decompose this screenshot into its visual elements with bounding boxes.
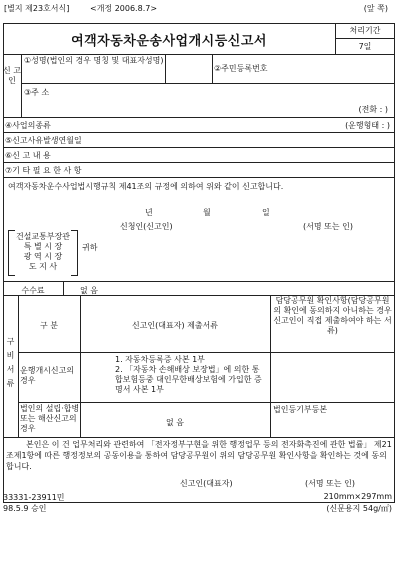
- consent-text: 본인은 이 건 업무처리와 관련하여 「전자정부구현을 위한 행정업무 등의 전자화촉진에 관한 법률」 제21조제1항에 따른 행정정보의 공동이용을 통하여 담당공무원이 위의 담당공무원 확인사항을 확인하는 것에 동의합니다.: [6, 440, 392, 471]
- page-side: (앞 쪽): [363, 4, 388, 13]
- date-month-label: 월: [203, 208, 211, 217]
- fee-value: 없 음: [80, 286, 98, 295]
- row1-category: 운행개시신고의 경우: [20, 366, 75, 385]
- row2-item: 없 음: [166, 418, 184, 427]
- form-number: [별지 제23호서식]: [4, 4, 70, 13]
- consent-signer: 신고인(대표자): [180, 479, 233, 488]
- other-matters-label: ⑦기 타 필 요 한 사 항: [5, 166, 82, 175]
- date-year-label: 년: [145, 208, 153, 217]
- form-code: 33331-23911민: [3, 493, 65, 502]
- recipient-province: 도 지 사: [28, 262, 58, 271]
- revision-note: <개정 2006.8.7>: [90, 4, 158, 13]
- recipient-special-city: 특 별 시 장: [23, 242, 63, 251]
- paper-size: 210mm×297mm: [323, 492, 392, 501]
- reason-date-label: ⑤신고사유발생연월일: [5, 136, 82, 145]
- processing-period-label: 처리기간: [349, 26, 381, 35]
- business-type-label: ④사업의종류: [5, 121, 51, 130]
- row2-verify: 법인등기부등본: [273, 405, 328, 414]
- row2-category: 법인의 설립·합병 또는 해산신고의 경우: [20, 404, 80, 433]
- report-content-label: ⑥신 고 내 용: [5, 151, 51, 160]
- row1-item-1: 1. 자동차등록증 사본 1부: [115, 355, 205, 364]
- recipient-suffix: 귀하: [82, 243, 98, 252]
- recipient-metro-city: 광 역 시 장: [23, 252, 63, 261]
- approval-note: 98.5.9 승인: [3, 504, 47, 513]
- signature-label: (서명 또는 인): [303, 222, 353, 231]
- fee-label: 수수료: [21, 286, 45, 295]
- row1-item-2: 2. 「자동차 손해배상 보장법」에 의한 통합보험등중 대인무한배상보험에 가입한 증명서 사본 1부: [115, 365, 262, 394]
- paper-spec: (신문용지 54g/㎡): [326, 504, 392, 513]
- col-category-header: 구 분: [40, 321, 58, 330]
- rrn-label: ②주민등록번호: [214, 64, 268, 73]
- form-title: 여객자동차운송사업개시등신고서: [71, 34, 267, 49]
- signer-label: 신청인(신고인): [120, 222, 173, 231]
- col-submit-header: 신고인(대표자) 제출서류: [131, 321, 219, 330]
- consent-signature: (서명 또는 인): [305, 479, 355, 488]
- col-verify-header: 담당공무원 확인사항(담당공무원의 확인에 동의하지 아니하는 경우 신고인이 직접 제출하여야 하는 서류): [273, 296, 392, 335]
- applicant-group-label: 신 고 인: [3, 66, 21, 85]
- name-label: ①성명(법인의 경우 명칭 및 대표자성명): [24, 56, 164, 65]
- documents-side-label: 구 비 서 류: [6, 337, 15, 388]
- operation-type-label: (운행형태 : ): [345, 121, 390, 130]
- phone-label: (전화 : ): [358, 105, 388, 114]
- statement-text: 여객자동차운수사업법시행규칙 제41조의 규정에 의하여 위와 같이 신고합니다.: [8, 182, 284, 191]
- date-day-label: 일: [262, 208, 270, 217]
- processing-period-value: 7일: [358, 42, 372, 51]
- address-label: ③주 소: [24, 88, 50, 97]
- recipient-minister: 건설교통부장관: [15, 232, 71, 241]
